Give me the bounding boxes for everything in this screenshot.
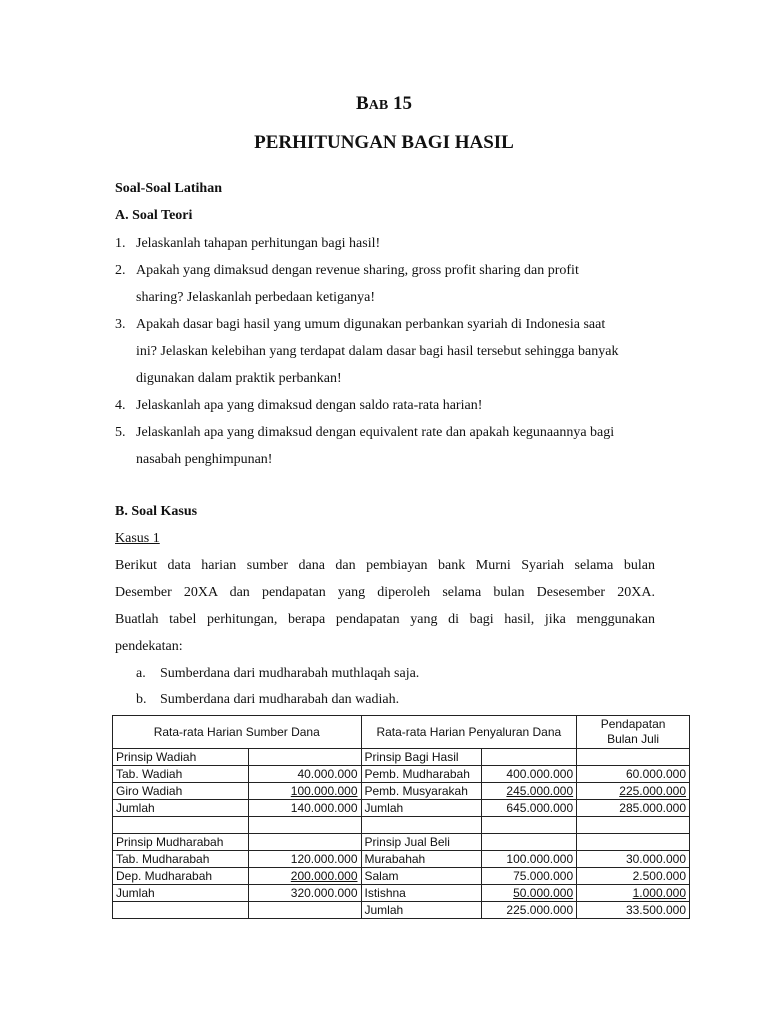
table-cell	[248, 783, 361, 800]
table-cell: Giro Wadiah	[113, 783, 249, 800]
teori-item-number: 4.	[115, 398, 126, 413]
table-row	[113, 749, 690, 766]
teori-item-number: 2.	[115, 263, 126, 278]
table-cell	[482, 749, 577, 766]
table-cell: Prinsip Wadiah	[113, 749, 249, 766]
cell-value: 245.000.000	[506, 784, 574, 798]
chapter-number: 15	[392, 93, 412, 114]
chapter-first-letter: B	[356, 93, 369, 114]
table-cell: 285.000.000	[577, 800, 690, 817]
kasus-paragraph-line: pendekatan:	[115, 639, 183, 654]
table-cell	[577, 834, 690, 851]
teori-item-line: Jelaskanlah apa yang dimaksud dengan saldo rata-rata harian!	[136, 398, 483, 413]
table-cell	[248, 749, 361, 766]
table-cell: Jumlah	[113, 885, 249, 902]
page-title: PERHITUNGAN BAGI HASIL	[254, 132, 514, 153]
chapter-rest-letters: AB	[368, 98, 389, 113]
table-cell: 225.000.000	[482, 902, 577, 919]
table-cell	[248, 902, 361, 919]
option-label: a.	[136, 666, 146, 681]
table-cell: 645.000.000	[482, 800, 577, 817]
cell-value: 100.000.000	[290, 784, 358, 798]
header-pendapatan-line1: Pendapatan	[600, 717, 666, 731]
table-header-row	[113, 716, 690, 749]
table-cell: Jumlah	[361, 902, 482, 919]
table-row	[113, 800, 690, 817]
kasus-paragraph-line: Buatlah tabel perhitungan, berapa pendapatan yang di bagi hasil, jika menggunakan	[115, 612, 655, 627]
teori-item-line: sharing? Jelaskanlah perbedaan ketiganya!	[136, 290, 376, 305]
teori-item-line: Apakah dasar bagi hasil yang umum digunakan perbankan syariah di Indonesia saat	[136, 317, 606, 332]
table-cell	[248, 834, 361, 851]
teori-heading: A. Soal Teori	[115, 208, 193, 223]
table-cell	[113, 902, 249, 919]
table-cell: Jumlah	[113, 800, 249, 817]
cell-value: 1.000.000	[632, 886, 686, 900]
table-cell	[482, 885, 577, 902]
table-cell	[482, 834, 577, 851]
table-cell: Jumlah	[361, 800, 482, 817]
table-cell: 2.500.000	[577, 868, 690, 885]
table-row	[113, 885, 690, 902]
teori-item-number: 1.	[115, 236, 126, 251]
teori-item-line: ini? Jelaskan kelebihan yang terdapat dalam dasar bagi hasil tersebut sehingga banyak	[136, 344, 619, 359]
table-row	[113, 817, 690, 834]
table-row	[113, 851, 690, 868]
table-cell: Prinsip Mudharabah	[113, 834, 249, 851]
option-label: b.	[136, 692, 147, 707]
table-cell	[482, 783, 577, 800]
header-penyaluran-dana: Rata-rata Harian Penyaluran Dana	[361, 716, 577, 749]
teori-item-number: 5.	[115, 425, 126, 440]
kasus-heading: B. Soal Kasus	[115, 504, 198, 519]
table-cell: Dep. Mudharabah	[113, 868, 249, 885]
table-cell: 60.000.000	[577, 766, 690, 783]
kasus-subheading: Kasus 1	[115, 531, 160, 546]
table-cell: 400.000.000	[482, 766, 577, 783]
table-cell: 100.000.000	[482, 851, 577, 868]
table-cell: Pemb. Musyarakah	[361, 783, 482, 800]
table-cell: Salam	[361, 868, 482, 885]
table-cell: Tab. Mudharabah	[113, 851, 249, 868]
table-cell: Prinsip Jual Beli	[361, 834, 482, 851]
header-pendapatan-line2: Bulan Juli	[607, 732, 660, 746]
table-cell: 75.000.000	[482, 868, 577, 885]
table-cell: Prinsip Bagi Hasil	[361, 749, 482, 766]
kasus-paragraph-line: Berikut data harian sumber dana dan pembiayan bank Murni Syariah selama bulan	[115, 558, 655, 573]
teori-item-line: Jelaskanlah tahapan perhitungan bagi hasil!	[136, 236, 381, 251]
table-cell: 320.000.000	[248, 885, 361, 902]
table-row	[113, 783, 690, 800]
option-text: Sumberdana dari mudharabah muthlaqah saja.	[160, 666, 420, 681]
teori-item-line: Apakah yang dimaksud dengan revenue sharing, gross profit sharing dan profit	[136, 263, 579, 278]
table-cell	[248, 817, 361, 834]
table-cell	[577, 749, 690, 766]
table-cell	[248, 868, 361, 885]
kasus-paragraph-line: Desember 20XA dan pendapatan yang diperoleh selama bulan Desesember 20XA.	[115, 585, 655, 600]
cell-value: 225.000.000	[619, 784, 686, 798]
header-sumber-dana: Rata-rata Harian Sumber Dana	[113, 716, 362, 749]
table-cell	[577, 783, 690, 800]
teori-item-line: digunakan dalam praktik perbankan!	[136, 371, 342, 386]
table-row	[113, 902, 690, 919]
table-cell: Murabahah	[361, 851, 482, 868]
table-cell: Pemb. Mudharabah	[361, 766, 482, 783]
header-pendapatan	[577, 716, 690, 749]
table-cell: 120.000.000	[248, 851, 361, 868]
table-cell: 30.000.000	[577, 851, 690, 868]
table-cell	[577, 885, 690, 902]
table-cell: Istishna	[361, 885, 482, 902]
table-row	[113, 834, 690, 851]
cell-value: 200.000.000	[290, 869, 358, 883]
table-cell: 33.500.000	[577, 902, 690, 919]
table-cell	[577, 817, 690, 834]
table-row	[113, 766, 690, 783]
teori-item-number: 3.	[115, 317, 126, 332]
teori-item-line: nasabah penghimpunan!	[136, 452, 273, 467]
table-cell: 40.000.000	[248, 766, 361, 783]
chapter-label	[0, 93, 768, 115]
option-text: Sumberdana dari mudharabah dan wadiah.	[160, 692, 400, 707]
table-row	[113, 868, 690, 885]
table-cell	[482, 817, 577, 834]
table-cell: Tab. Wadiah	[113, 766, 249, 783]
table-cell	[113, 817, 249, 834]
data-table	[112, 715, 690, 919]
teori-item-line: Jelaskanlah apa yang dimaksud dengan equivalent rate dan apakah kegunaannya bagi	[136, 425, 615, 440]
table-cell: 140.000.000	[248, 800, 361, 817]
section-heading: Soal-Soal Latihan	[115, 181, 222, 196]
cell-value: 50.000.000	[513, 886, 574, 900]
table-cell	[361, 817, 482, 834]
